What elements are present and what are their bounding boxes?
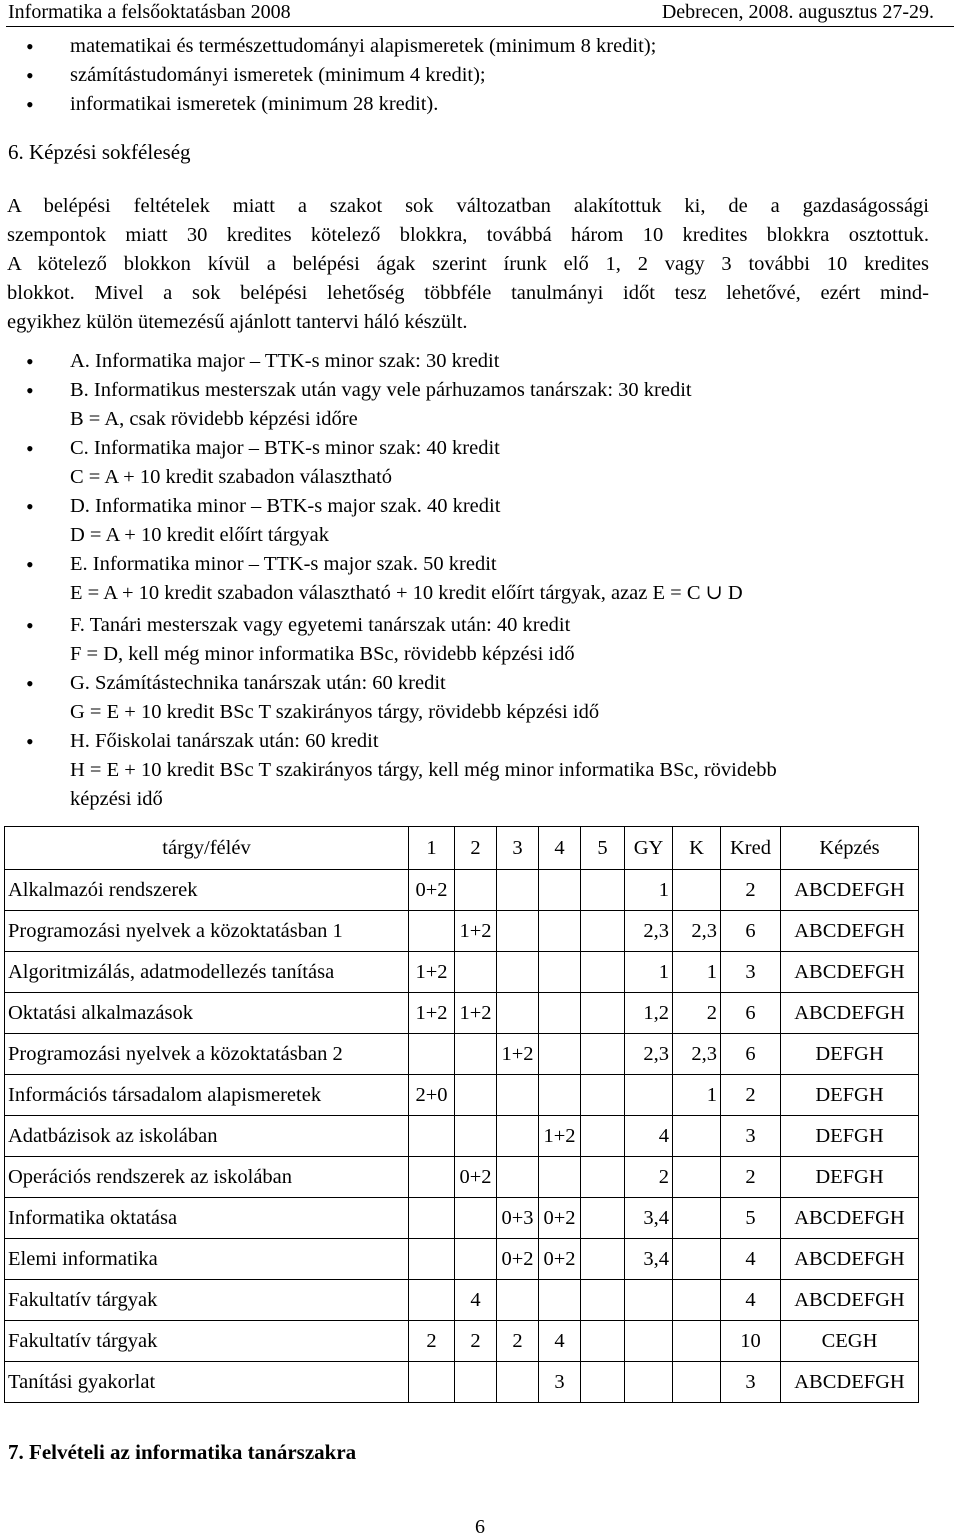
header-conference-title: Informatika a felsőoktatásban 2008 — [8, 1, 291, 23]
table-header-cell: 2 — [455, 827, 497, 870]
table-cell: 0+2 — [455, 1157, 497, 1198]
table-cell — [581, 1362, 625, 1403]
course-name-cell: Elemi informatika — [5, 1239, 409, 1280]
table-cell: 0+3 — [497, 1198, 539, 1239]
table-cell: 2 — [673, 993, 721, 1034]
table-cell — [673, 1280, 721, 1321]
course-name-cell: Operációs rendszerek az iskolában — [5, 1157, 409, 1198]
paragraph-line: A belépési feltételek miatt a szakot sok változatban alakítottuk ki, de a gazdaságossági — [7, 195, 929, 217]
paragraph-line: blokkot. Mivel a sok belépési lehetőség többféle tanulmányi időt tesz lehetővé, ezért mind- — [7, 282, 929, 304]
table-cell: 2,3 — [625, 911, 673, 952]
table-cell: 4 — [721, 1239, 781, 1280]
table-cell: ABCDEFGH — [781, 870, 919, 911]
paragraph-line: egyikhez külön ütemezésű ajánlott tantervi háló készült. — [7, 311, 468, 333]
table-cell — [581, 1239, 625, 1280]
table-cell: 3 — [539, 1362, 581, 1403]
table-cell — [673, 1362, 721, 1403]
variant-formula: F = D, kell még minor informatika BSc, rövidebb képzési idő — [70, 643, 575, 665]
bullet-icon: • — [26, 349, 34, 374]
table-cell — [455, 1239, 497, 1280]
bullet-icon: • — [26, 63, 34, 88]
table-cell — [497, 952, 539, 993]
table-cell — [581, 952, 625, 993]
table-row — [5, 1198, 919, 1239]
course-name-cell: Alkalmazói rendszerek — [5, 870, 409, 911]
table-cell: 3,4 — [625, 1198, 673, 1239]
table-cell — [625, 1280, 673, 1321]
table-cell — [409, 1280, 455, 1321]
table-cell — [455, 952, 497, 993]
bullet-icon: • — [26, 613, 34, 638]
table-row — [5, 993, 919, 1034]
table-cell: 0+2 — [539, 1198, 581, 1239]
table-cell: 0+2 — [497, 1239, 539, 1280]
table-cell: DEFGH — [781, 1157, 919, 1198]
table-cell: DEFGH — [781, 1034, 919, 1075]
table-cell — [455, 1198, 497, 1239]
table-cell: 2,3 — [673, 1034, 721, 1075]
table-cell: ABCDEFGH — [781, 1362, 919, 1403]
table-cell: 6 — [721, 993, 781, 1034]
table-cell: ABCDEFGH — [781, 993, 919, 1034]
table-row — [5, 952, 919, 993]
table-cell: 1+2 — [455, 911, 497, 952]
table-cell — [455, 1075, 497, 1116]
table-cell: 1+2 — [409, 993, 455, 1034]
table-cell — [581, 1198, 625, 1239]
table-cell: ABCDEFGH — [781, 1280, 919, 1321]
course-name-cell: Programozási nyelvek a közoktatásban 2 — [5, 1034, 409, 1075]
table-cell — [581, 1321, 625, 1362]
table-cell: 1 — [673, 952, 721, 993]
table-cell — [409, 1198, 455, 1239]
course-name-cell: Adatbázisok az iskolában — [5, 1116, 409, 1157]
table-header-cell: Képzés — [781, 827, 919, 870]
table-cell — [581, 1157, 625, 1198]
curriculum-table — [4, 826, 919, 1403]
table-header-row — [5, 827, 919, 870]
header-location-date: Debrecen, 2008. augusztus 27-29. — [661, 1, 934, 23]
table-cell — [539, 993, 581, 1034]
bullet-icon: • — [26, 378, 34, 403]
list-item-text: informatikai ismeretek (minimum 28 kredit). — [70, 93, 439, 115]
table-cell — [455, 1116, 497, 1157]
body-paragraph — [7, 192, 929, 337]
table-row — [5, 870, 919, 911]
table-cell: 1+2 — [539, 1116, 581, 1157]
table-cell — [673, 870, 721, 911]
variant-title: H. Főiskolai tanárszak után: 60 kredit — [70, 730, 379, 752]
variant-title: B. Informatikus mesterszak után vagy vele párhuzamos tanárszak: 30 kredit — [70, 379, 692, 401]
table-cell: 4 — [539, 1321, 581, 1362]
table-cell: ABCDEFGH — [781, 911, 919, 952]
course-name-cell: Oktatási alkalmazások — [5, 993, 409, 1034]
table-header-cell: 3 — [497, 827, 539, 870]
table-cell — [581, 1280, 625, 1321]
table-cell: 2,3 — [673, 911, 721, 952]
table-cell: 5 — [721, 1198, 781, 1239]
table-cell: DEFGH — [781, 1116, 919, 1157]
table-cell: 0+2 — [539, 1239, 581, 1280]
table-cell: 1+2 — [409, 952, 455, 993]
table-row — [5, 1116, 919, 1157]
bullet-icon: • — [26, 671, 34, 696]
table-row — [5, 1239, 919, 1280]
table-cell: 6 — [721, 911, 781, 952]
table-cell: 2,3 — [625, 1034, 673, 1075]
variant-title: D. Informatika minor – BTK-s major szak. 40 kredit — [70, 495, 501, 517]
bullet-icon: • — [26, 729, 34, 754]
paragraph-line: szempontok miatt 30 kredites kötelező blokkra, továbbá három 10 kredites blokkra osztottuk. — [7, 224, 929, 246]
table-cell: 2+0 — [409, 1075, 455, 1116]
table-cell — [673, 1239, 721, 1280]
bullet-icon: • — [26, 92, 34, 117]
table-cell — [497, 1075, 539, 1116]
page-header — [0, 0, 960, 28]
table-cell — [539, 870, 581, 911]
table-cell — [581, 993, 625, 1034]
table-cell: 2 — [625, 1157, 673, 1198]
bullet-icon: • — [26, 494, 34, 519]
table-cell: 2 — [721, 870, 781, 911]
table-row — [5, 1321, 919, 1362]
table-cell: 1,2 — [625, 993, 673, 1034]
table-cell: 1 — [673, 1075, 721, 1116]
table-row — [5, 1280, 919, 1321]
course-name-cell: Programozási nyelvek a közoktatásban 1 — [5, 911, 409, 952]
table-row — [5, 1075, 919, 1116]
table-cell — [409, 1239, 455, 1280]
table-row — [5, 1034, 919, 1075]
header-rule — [6, 26, 954, 27]
table-cell — [539, 1280, 581, 1321]
table-header-cell: tárgy/félév — [5, 827, 409, 870]
table-header-cell: K — [673, 827, 721, 870]
table-cell — [625, 1321, 673, 1362]
table-cell: 6 — [721, 1034, 781, 1075]
table-cell: 10 — [721, 1321, 781, 1362]
table-cell — [581, 1034, 625, 1075]
table-header-cell: 1 — [409, 827, 455, 870]
list-item-text: számítástudományi ismeretek (minimum 4 kredit); — [70, 64, 486, 86]
table-cell: 1+2 — [455, 993, 497, 1034]
table-cell: 4 — [721, 1280, 781, 1321]
table-cell: 0+2 — [409, 870, 455, 911]
section-heading: 6. Képzési sokféleség — [8, 140, 191, 164]
variant-formula: C = A + 10 kredit szabadon választható — [70, 466, 393, 488]
table-cell — [409, 1157, 455, 1198]
table-cell: ABCDEFGH — [781, 1239, 919, 1280]
table-row — [5, 1362, 919, 1403]
table-cell — [581, 1075, 625, 1116]
table-cell — [539, 1157, 581, 1198]
table-row — [5, 1157, 919, 1198]
table-cell — [455, 1034, 497, 1075]
table-cell: DEFGH — [781, 1075, 919, 1116]
table-header-cell: Kred — [721, 827, 781, 870]
table-cell: CEGH — [781, 1321, 919, 1362]
table-header-cell: 4 — [539, 827, 581, 870]
table-cell: 3 — [721, 952, 781, 993]
table-cell — [497, 1116, 539, 1157]
variant-title: A. Informatika major – TTK-s minor szak: 30 kredit — [70, 350, 500, 372]
table-cell — [673, 1321, 721, 1362]
table-cell — [625, 1075, 673, 1116]
table-cell: 4 — [455, 1280, 497, 1321]
table-cell: 2 — [409, 1321, 455, 1362]
course-name-cell: Algoritmizálás, adatmodellezés tanítása — [5, 952, 409, 993]
table-cell: 3 — [721, 1362, 781, 1403]
table-cell: ABCDEFGH — [781, 1198, 919, 1239]
table-cell — [409, 911, 455, 952]
variant-formula: H = E + 10 kredit BSc T szakirányos tárgy, kell még minor informatika BSc, rövidebb — [70, 759, 777, 781]
table-cell: 1+2 — [497, 1034, 539, 1075]
table-cell — [625, 1362, 673, 1403]
table-cell — [539, 1034, 581, 1075]
table-cell — [497, 870, 539, 911]
bullet-icon: • — [26, 436, 34, 461]
table-cell — [673, 1198, 721, 1239]
table-cell — [673, 1157, 721, 1198]
table-cell — [409, 1034, 455, 1075]
table-cell — [581, 1116, 625, 1157]
table-cell — [539, 952, 581, 993]
variant-title: C. Informatika major – BTK-s minor szak: 40 kredit — [70, 437, 500, 459]
table-cell — [497, 911, 539, 952]
table-header-cell: 5 — [581, 827, 625, 870]
table-cell — [455, 1362, 497, 1403]
table-cell — [497, 1280, 539, 1321]
variant-formula: G = E + 10 kredit BSc T szakirányos tárgy, rövidebb képzési idő — [70, 701, 600, 723]
bullet-icon: • — [26, 552, 34, 577]
page-number: 6 — [475, 1516, 485, 1538]
paragraph-line: A kötelező blokkon kívül a belépési ágak szerint írunk elő 1, 2 vagy 3 további 10 kredites — [7, 253, 929, 275]
table-cell: 2 — [721, 1075, 781, 1116]
course-name-cell: Fakultatív tárgyak — [5, 1280, 409, 1321]
table-cell — [539, 1075, 581, 1116]
variant-title: F. Tanári mesterszak vagy egyetemi tanárszak után: 40 kredit — [70, 614, 571, 636]
table-cell: ABCDEFGH — [781, 952, 919, 993]
table-cell: 1 — [625, 870, 673, 911]
table-cell — [539, 911, 581, 952]
table-cell: 2 — [497, 1321, 539, 1362]
table-header-cell: GY — [625, 827, 673, 870]
table-cell — [409, 1116, 455, 1157]
section-heading: 7. Felvételi az informatika tanárszakra — [8, 1440, 357, 1464]
table-cell: 3 — [721, 1116, 781, 1157]
table-row — [5, 911, 919, 952]
table-cell — [581, 911, 625, 952]
variant-title: G. Számítástechnika tanárszak után: 60 kredit — [70, 672, 446, 694]
table-cell: 2 — [721, 1157, 781, 1198]
table-cell — [581, 870, 625, 911]
table-cell — [497, 1157, 539, 1198]
variant-formula: B = A, csak rövidebb képzési időre — [70, 408, 358, 430]
table-cell — [673, 1116, 721, 1157]
table-cell: 3,4 — [625, 1239, 673, 1280]
variant-formula: E = A + 10 kredit szabadon választható + 10 kredit előírt tárgyak, azaz E = C ∪ D — [70, 582, 743, 604]
list-item-text: matematikai és természettudományi alapismeretek (minimum 8 kredit); — [70, 35, 657, 57]
table-cell — [497, 1362, 539, 1403]
bullet-icon: • — [26, 34, 34, 59]
course-name-cell: Tanítási gyakorlat — [5, 1362, 409, 1403]
table-cell — [409, 1362, 455, 1403]
table-cell: 2 — [455, 1321, 497, 1362]
course-name-cell: Fakultatív tárgyak — [5, 1321, 409, 1362]
variant-title: E. Informatika minor – TTK-s major szak. 50 kredit — [70, 553, 497, 575]
variant-formula: D = A + 10 kredit előírt tárgyak — [70, 524, 330, 546]
variant-formula-cont: képzési idő — [70, 788, 163, 810]
table-cell — [455, 870, 497, 911]
course-name-cell: Információs társadalom alapismeretek — [5, 1075, 409, 1116]
table-cell — [497, 993, 539, 1034]
table-cell: 1 — [625, 952, 673, 993]
course-name-cell: Informatika oktatása — [5, 1198, 409, 1239]
table-cell: 4 — [625, 1116, 673, 1157]
